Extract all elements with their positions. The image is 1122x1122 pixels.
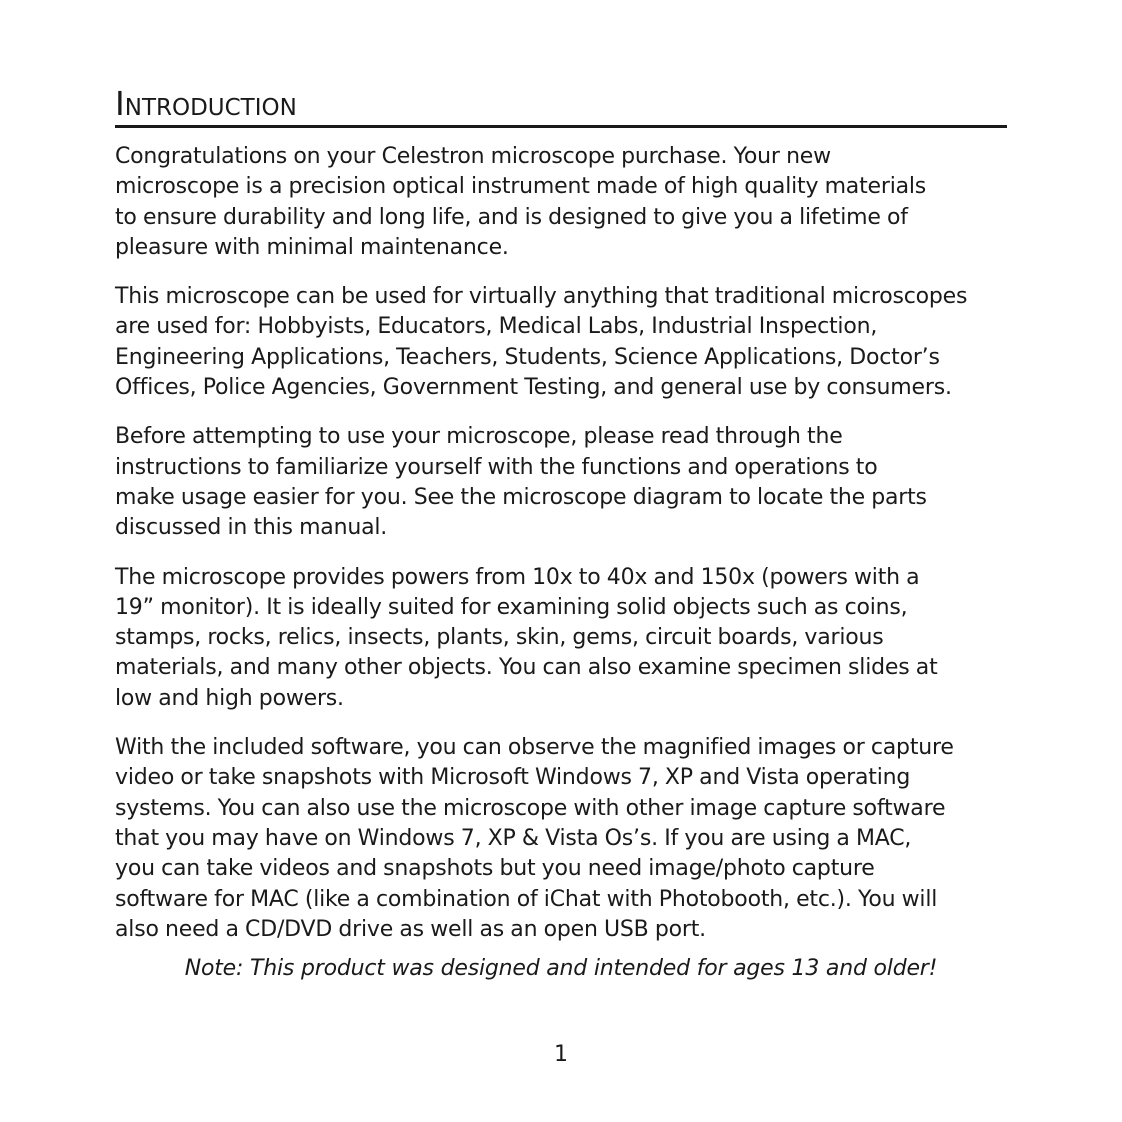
text-line: that you may have on Windows 7, XP & Vista Os’s. If you are using a MAC,: [115, 825, 912, 851]
paragraph-software: [115, 733, 1007, 945]
text-line: Before attempting to use your microscope, please read through the: [115, 424, 843, 450]
text-line: materials, and many other objects. You can also examine specimen slides at: [115, 655, 938, 681]
text-line: to ensure durability and long life, and is designed to give you a lifetime of: [115, 204, 908, 230]
section-title: Introduction: [115, 84, 297, 123]
text-line: pleasure with minimal maintenance.: [115, 234, 509, 260]
text-line: also need a CD/DVD drive as well as an open USB port.: [115, 916, 706, 942]
text-line: Congratulations on your Celestron microscope purchase. Your new: [115, 144, 831, 169]
text-line: The microscope provides powers from 10x to 40x and 150x (powers with a: [115, 564, 920, 590]
paragraph-uses: [115, 282, 1007, 403]
paragraph-congratulations: [115, 142, 1007, 263]
text-line: 19” monitor). It is ideally suited for examining solid objects such as coins,: [115, 594, 908, 620]
text-line: you can take videos and snapshots but you need image/photo capture: [115, 856, 875, 882]
manual-page: [115, 0, 1007, 1122]
text-line: instructions to familiarize yourself with the functions and operations to: [115, 454, 878, 480]
text-line: Offices, Police Agencies, Government Testing, and general use by consumers.: [115, 375, 952, 401]
page-number: 1: [554, 1042, 568, 1067]
text-line: stamps, rocks, relics, insects, plants, skin, gems, circuit boards, various: [115, 625, 884, 651]
text-line: Engineering Applications, Teachers, Students, Science Applications, Doctor’s: [115, 344, 940, 370]
text-line: are used for: Hobbyists, Educators, Medical Labs, Industrial Inspection,: [115, 314, 878, 340]
text-line: low and high powers.: [115, 685, 344, 711]
text-line: microscope is a precision optical instrument made of high quality materials: [115, 174, 927, 200]
text-line: make usage easier for you. See the microscope diagram to locate the parts: [115, 484, 927, 510]
body-text: [115, 142, 1007, 984]
paragraph-before-use: [115, 422, 1007, 543]
text-line: systems. You can also use the microscope with other image capture software: [115, 795, 946, 821]
text-line: video or take snapshots with Microsoft Windows 7, XP and Vista operating: [115, 765, 911, 791]
section-heading: [115, 82, 1007, 128]
text-line: software for MAC (like a combination of iChat with Photobooth, etc.). You will: [115, 886, 938, 912]
age-note: Note: This product was designed and intended for ages 13 and older!: [184, 956, 938, 982]
text-line: With the included software, you can observe the magnified images or capture: [115, 735, 954, 761]
paragraph-powers: [115, 563, 1007, 714]
text-line: discussed in this manual.: [115, 515, 388, 541]
text-line: This microscope can be used for virtually anything that traditional microscopes: [115, 284, 968, 310]
